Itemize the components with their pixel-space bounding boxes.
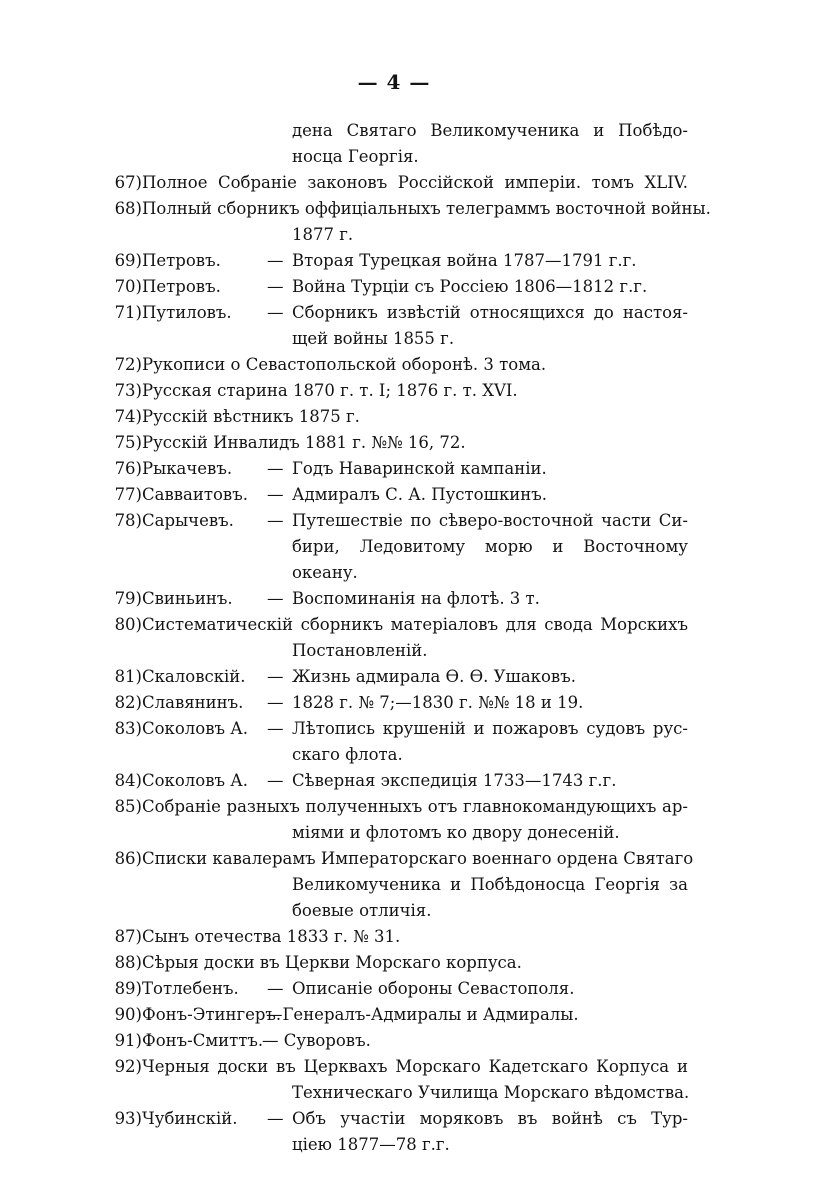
entry-line	[0, 326, 840, 352]
bibliography-entry	[0, 1028, 840, 1054]
bibliography-entry	[0, 1002, 840, 1028]
entry-line	[0, 456, 840, 482]
bibliography-entry	[0, 404, 840, 430]
entry-text: Собраніе разныхъ полученныхъ отъ главнокомандующихъ ар-	[142, 797, 688, 816]
entry-text: Систематическій сборникъ матеріаловъ для свода Морскихъ	[142, 615, 688, 634]
entry-number: 69)	[114, 251, 142, 270]
entry-text: Черныя доски въ Церквахъ Морскаго Кадетскаго Корпуса и	[142, 1057, 688, 1076]
entry-line	[0, 196, 840, 222]
entry-line	[0, 508, 840, 534]
entry-continuation: бири, Ледовитому морю и Восточному	[292, 537, 688, 556]
entry-line	[0, 404, 840, 430]
entry-dash: —	[267, 693, 284, 712]
entry-title: Вторая Турецкая война 1787—1791 г.г.	[292, 251, 637, 270]
entry-line	[0, 794, 840, 820]
entry-dash: —	[267, 277, 284, 296]
entry-number: 73)	[114, 381, 142, 400]
entry-number: 87)	[114, 927, 142, 946]
bibliography-entry	[0, 456, 840, 482]
bibliography-entry	[0, 586, 840, 612]
entry-line	[0, 976, 840, 1002]
entry-line	[0, 534, 840, 560]
entry-number: 82)	[114, 693, 142, 712]
entry-line	[0, 664, 840, 690]
entry-number: 78)	[114, 511, 142, 530]
entry-line	[0, 1132, 840, 1158]
entry-number: 76)	[114, 459, 142, 478]
bibliography-entry	[0, 378, 840, 404]
entry-continuation: Постановленій.	[292, 641, 428, 660]
entry-author: Скаловскій.	[142, 667, 246, 686]
entry-title: Адмиралъ С. А. Пустошкинъ.	[292, 485, 548, 504]
entry-author: Чубинскій.	[142, 1109, 238, 1128]
entry-title: 1828 г. № 7;—1830 г. №№ 18 и 19.	[292, 693, 584, 712]
entry-number: 83)	[114, 719, 142, 738]
entry-number: 75)	[114, 433, 142, 452]
entry-number: 70)	[114, 277, 142, 296]
entry-dash: —	[267, 719, 284, 738]
bibliography-entry	[0, 196, 840, 248]
entry-continuation: ціею 1877—78 г.г.	[292, 1135, 450, 1154]
page-number: — 4 —	[357, 70, 431, 94]
entry-author: Свиньинъ.	[142, 589, 233, 608]
entry-line	[0, 170, 840, 196]
bibliography-entry	[0, 690, 840, 716]
entry-continuation: боевые отличія.	[292, 901, 432, 920]
entry-number: 81)	[114, 667, 142, 686]
entry-text: Русская старина 1870 г. т. I; 1876 г. т. XVI.	[142, 381, 518, 400]
bibliography-entry	[0, 612, 840, 664]
entry-title: Годъ Наваринской кампаніи.	[292, 459, 547, 478]
entry-line	[0, 1028, 840, 1054]
entry-line	[0, 300, 840, 326]
entry-dash: —	[267, 485, 284, 504]
entry-line	[0, 742, 840, 768]
entry-title: Война Турціи съ Россіею 1806—1812 г.г.	[292, 277, 648, 296]
bibliography-entry	[0, 248, 840, 274]
bibliography-entry	[0, 1106, 840, 1158]
entry-text: Полное Собраніе законовъ Россійской имперіи. томъ XLIV.	[142, 173, 688, 192]
entry-line	[0, 430, 840, 456]
entry-text: Сынъ отечества 1833 г. № 31.	[142, 927, 401, 946]
entry-dash: —	[267, 589, 284, 608]
entry-line	[0, 950, 840, 976]
bibliography-entry	[0, 664, 840, 690]
bibliography-entry	[0, 482, 840, 508]
entry-line	[0, 586, 840, 612]
entry-continuation: Техническаго Училища Морскаго вѣдомства.	[292, 1083, 690, 1102]
entry-text: Русскій Инвалидъ 1881 г. №№ 16, 72.	[142, 433, 466, 452]
bibliography-entry	[0, 846, 840, 924]
bibliography-entry	[0, 976, 840, 1002]
entry-line	[0, 352, 840, 378]
entry-title: Путешествіе по сѣверо-восточной части Си-	[292, 511, 688, 530]
entry-line	[0, 846, 840, 872]
entry-line	[0, 560, 840, 586]
entry-continuation: міями и флотомъ ко двору донесеній.	[292, 823, 620, 842]
entry-title: Сборникъ извѣстій относящихся до настоя-	[292, 303, 688, 322]
entry-line	[0, 872, 840, 898]
entry-number: 74)	[114, 407, 142, 426]
entry-number: 71)	[114, 303, 142, 322]
entry-number: 68)	[114, 199, 142, 218]
entry-author: Фонъ-Смиттъ.	[142, 1031, 264, 1050]
entry-number: 91)	[114, 1031, 142, 1050]
entry-number: 72)	[114, 355, 142, 374]
bibliography-list	[0, 118, 840, 1158]
entry-text: Сѣрыя доски въ Церкви Морскаго корпуса.	[142, 953, 522, 972]
entry-number: 86)	[114, 849, 142, 868]
entry-number: 93)	[114, 1109, 142, 1128]
entry-line	[0, 378, 840, 404]
entry-line	[0, 638, 840, 664]
entry-author: Петровъ.	[142, 251, 221, 270]
entry-continuation: 1877 г.	[292, 225, 354, 244]
entry-text: Полный сборникъ оффиціальныхъ телеграммъ восточной войны.	[142, 199, 711, 218]
entry-title: Жизнь адмирала Ѳ. Ѳ. Ушаковъ.	[292, 667, 576, 686]
entry-line	[0, 482, 840, 508]
bibliography-entry	[0, 430, 840, 456]
bibliography-entry	[0, 1054, 840, 1106]
entry-continuation: носца Георгія.	[292, 147, 419, 166]
entry-number: 90)	[114, 1005, 142, 1024]
entry-dash: —	[267, 667, 284, 686]
entry-author: Петровъ.	[142, 277, 221, 296]
entry-author: Фонъ-Этингеръ.	[142, 1005, 282, 1024]
entry-title: Лѣтопись крушеній и пожаровъ судовъ рус-	[292, 719, 688, 738]
entry-continuation: скаго флота.	[292, 745, 403, 764]
entry-title: Воспоминанія на флотѣ. 3 т.	[292, 589, 540, 608]
entry-line	[0, 1080, 840, 1106]
entry-dash: —	[267, 459, 284, 478]
entry-number: 88)	[114, 953, 142, 972]
bibliography-entry	[0, 768, 840, 794]
entry-author: Рыкачевъ.	[142, 459, 233, 478]
entry-continuation: дена Святаго Великомученика и Побѣдо-	[292, 121, 688, 140]
entry-author: Савваитовъ.	[142, 485, 248, 504]
entry-number: 84)	[114, 771, 142, 790]
entry-continuation: океану.	[292, 563, 358, 582]
entry-number: 89)	[114, 979, 142, 998]
entry-number: 79)	[114, 589, 142, 608]
entry-line	[0, 716, 840, 742]
entry-dash: —	[267, 511, 284, 530]
entry-author: Путиловъ.	[142, 303, 232, 322]
entry-line	[0, 274, 840, 300]
entry-number: 67)	[114, 173, 142, 192]
bibliography-entry	[0, 170, 840, 196]
entry-line	[0, 1106, 840, 1132]
entry-number: 80)	[114, 615, 142, 634]
entry-text: Списки кавалерамъ Императорскаго военнаго ордена Святаго	[142, 849, 694, 868]
bibliography-entry	[0, 118, 840, 170]
entry-number: 85)	[114, 797, 142, 816]
entry-author: Соколовъ А.	[142, 771, 248, 790]
entry-title: — Суворовъ.	[262, 1031, 371, 1050]
entry-author: Соколовъ А.	[142, 719, 248, 738]
entry-title: Объ участіи моряковъ въ войнѣ съ Тур-	[292, 1109, 688, 1128]
bibliography-entry	[0, 950, 840, 976]
entry-author: Тотлебенъ.	[142, 979, 239, 998]
bibliography-entry	[0, 716, 840, 768]
entry-line	[0, 924, 840, 950]
bibliography-entry	[0, 508, 840, 586]
entry-line	[0, 1002, 840, 1028]
entry-line	[0, 768, 840, 794]
entry-continuation: щей войны 1855 г.	[292, 329, 455, 348]
bibliography-entry	[0, 274, 840, 300]
entry-line	[0, 118, 840, 144]
entry-line	[0, 690, 840, 716]
entry-line	[0, 1054, 840, 1080]
entry-dash: —	[267, 251, 284, 270]
entry-line	[0, 248, 840, 274]
entry-text: Рукописи о Севастопольской оборонѣ. 3 тома.	[142, 355, 547, 374]
entry-line	[0, 898, 840, 924]
entry-dash: —	[267, 303, 284, 322]
entry-author: Сарычевъ.	[142, 511, 234, 530]
entry-title: Сѣверная экспедиція 1733—1743 г.г.	[292, 771, 617, 790]
bibliography-entry	[0, 924, 840, 950]
entry-number: 77)	[114, 485, 142, 504]
bibliography-entry	[0, 300, 840, 352]
bibliography-entry	[0, 794, 840, 846]
entry-dash: —	[267, 1109, 284, 1128]
entry-title: —Генералъ-Адмиралы и Адмиралы.	[266, 1005, 579, 1024]
entry-text: Русскій вѣстникъ 1875 г.	[142, 407, 360, 426]
entry-dash: —	[267, 771, 284, 790]
entry-title: Описаніе обороны Севастополя.	[292, 979, 575, 998]
entry-number: 92)	[114, 1057, 142, 1076]
entry-author: Славянинъ.	[142, 693, 244, 712]
bibliography-entry	[0, 352, 840, 378]
entry-line	[0, 820, 840, 846]
entry-continuation: Великомученика и Побѣдоносца Георгія за	[292, 875, 688, 894]
entry-dash: —	[267, 979, 284, 998]
entry-line	[0, 144, 840, 170]
entry-line	[0, 612, 840, 638]
entry-line	[0, 222, 840, 248]
